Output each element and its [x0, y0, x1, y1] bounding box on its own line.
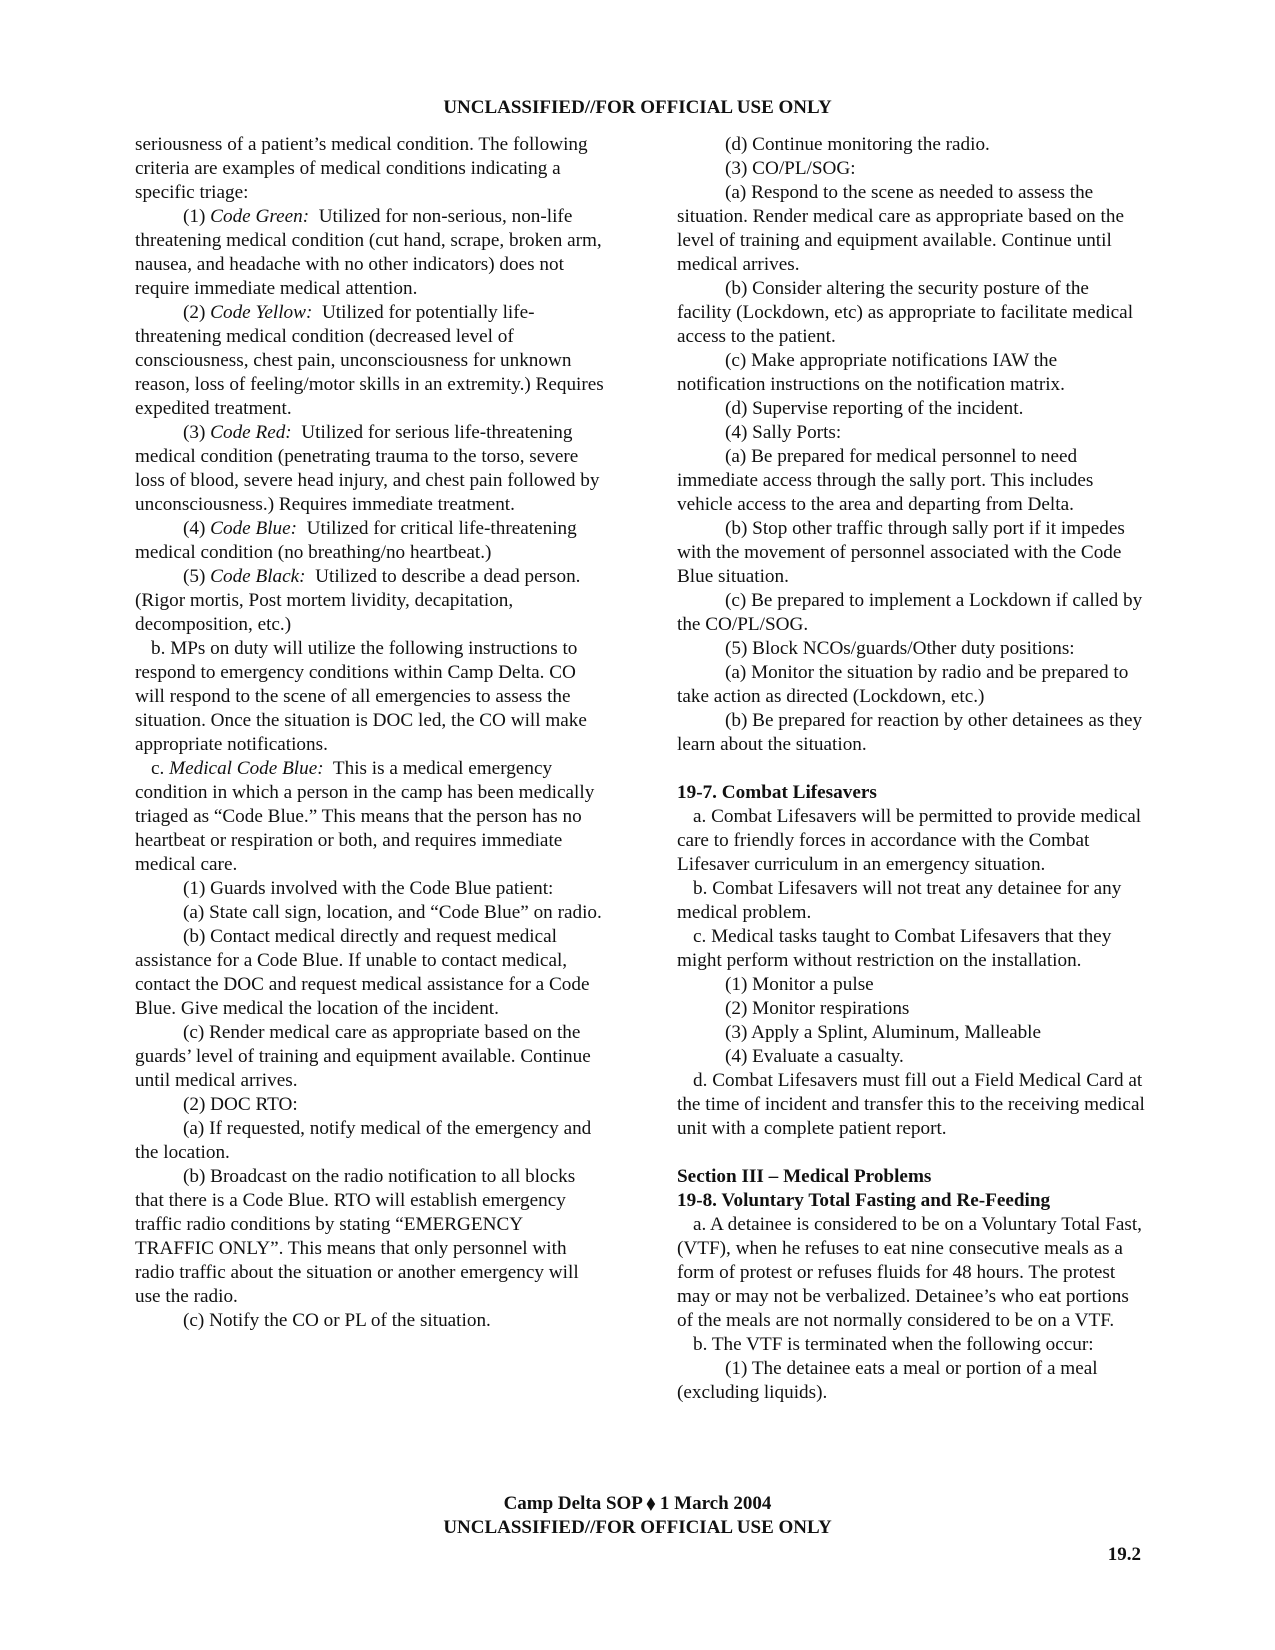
paragraph: (a) If requested, notify medical of the emergency and the location.	[135, 1118, 592, 1163]
section-heading-19-7: 19-7. Combat Lifesavers	[677, 782, 877, 803]
code-red-paragraph	[135, 421, 605, 517]
paragraph: (c) Notify the CO or PL of the situation.	[183, 1310, 491, 1331]
paragraph: (a) Respond to the scene as needed to assess the situation. Render medical care as appropriate based on the level of training and equipment available. Continue until medical arrives.	[677, 182, 1124, 275]
paragraph: c. Medical tasks taught to Combat Lifesavers that they might perform without restriction on the installation.	[677, 926, 1112, 971]
code-yellow-paragraph	[135, 301, 605, 421]
paragraph: seriousness of a patient’s medical condition. The following criteria are examples of medical conditions indicating a specific triage:	[135, 134, 588, 203]
paragraph: (1) Guards involved with the Code Blue patient:	[183, 878, 554, 899]
right-column	[677, 133, 1147, 1405]
paragraph: b. Combat Lifesavers will not treat any detainee for any medical problem.	[677, 878, 1122, 923]
paragraph-text: Utilized for serious life-threatening medical condition (penetrating trauma to the torso, severe loss of blood, severe head injury, and chest pain followed by unconsciousness.) Requires immediate treatment.	[135, 422, 600, 515]
paragraph: (c) Render medical care as appropriate based on the guards’ level of training and equipment available. Continue until medical arrives.	[135, 1022, 591, 1091]
item-number: c.	[151, 758, 170, 779]
list-item: (3) Apply a Splint, Aluminum, Malleable	[725, 1022, 1042, 1043]
paragraph: (2) DOC RTO:	[183, 1094, 298, 1115]
header-classification: UNCLASSIFIED//FOR OFFICIAL USE ONLY	[443, 97, 832, 118]
paragraph: d. Combat Lifesavers must fill out a Field Medical Card at the time of incident and transfer this to the receiving medical unit with a complete patient report.	[677, 1070, 1145, 1139]
item-number: (5)	[183, 566, 211, 587]
paragraph-text: This is a medical emergency condition in which a person in the camp has been medically triaged as “Code Blue.” This means that the person has no heartbeat or respiration or both, and requires immediate medical care.	[135, 758, 595, 875]
paragraph: a. A detainee is considered to be on a Voluntary Total Fast, (VTF), when he refuses to eat nine consecutive meals as a form of protest or refuses fluids for 48 hours. The protest may or may not be verbalized. Detainee’s who eat portions of the meals are not normally considered to be on a VTF.	[677, 1214, 1142, 1331]
paragraph-text: Utilized to describe a dead person. (Rigor mortis, Post mortem lividity, decapitation, decomposition, etc.)	[135, 566, 581, 635]
paragraph: a. Combat Lifesavers will be permitted to provide medical care to friendly forces in accordance with the Combat Lifesaver curriculum in an emergency situation.	[677, 806, 1142, 875]
left-column	[135, 133, 605, 1333]
list-item: (1) Monitor a pulse	[725, 974, 874, 995]
item-number: (2)	[183, 302, 211, 323]
list-item: (4) Evaluate a casualty.	[725, 1046, 904, 1067]
paragraph-text: Utilized for non-serious, non-life threatening medical condition (cut hand, scrape, broken arm, nausea, and headache with no other indicators) does not require immediate medical attention.	[135, 206, 602, 299]
page-number: 19.2	[1107, 1544, 1141, 1565]
list-item: (2) Monitor respirations	[725, 998, 910, 1019]
paragraph: (b) Consider altering the security posture of the facility (Lockdown, etc) as appropriate to facilitate medical access to the patient.	[677, 278, 1134, 347]
code-green-paragraph	[135, 205, 605, 301]
medical-code-blue-paragraph	[135, 757, 605, 877]
paragraph-text: Utilized for potentially life-threatening medical condition (decreased level of consciousness, chest pain, unconsciousness for unknown reason, loss of feeling/motor skills in an extremity.) Requires expedited treatment.	[135, 302, 604, 419]
code-black-label: Code Black:	[210, 566, 306, 587]
paragraph: (d) Continue monitoring the radio.	[725, 134, 990, 155]
paragraph: (d) Supervise reporting of the incident.	[725, 398, 1024, 419]
footer-title: Camp Delta SOP ⬧ 1 March 2004	[503, 1493, 772, 1514]
paragraph: (a) State call sign, location, and “Code Blue” on radio.	[183, 902, 602, 923]
paragraph: (5) Block NCOs/guards/Other duty positions:	[725, 638, 1075, 659]
paragraph: (4) Sally Ports:	[725, 422, 842, 443]
paragraph: (b) Stop other traffic through sally port if it impedes with the movement of personnel associated with the Code Blue situation.	[677, 518, 1125, 587]
code-red-label: Code Red:	[210, 422, 292, 443]
section-heading-19-8: 19-8. Voluntary Total Fasting and Re-Feeding	[677, 1190, 1051, 1211]
paragraph: (c) Be prepared to implement a Lockdown if called by the CO/PL/SOG.	[677, 590, 1143, 635]
code-blue-label: Code Blue:	[210, 518, 298, 539]
code-yellow-label: Code Yellow:	[210, 302, 313, 323]
code-blue-paragraph	[135, 517, 605, 565]
item-number: (1)	[183, 206, 211, 227]
paragraph: (b) Be prepared for reaction by other detainees as they learn about the situation.	[677, 710, 1143, 755]
code-black-paragraph	[135, 565, 605, 637]
paragraph: (b) Broadcast on the radio notification to all blocks that there is a Code Blue. RTO will establish emergency traffic radio conditions by stating “EMERGENCY TRAFFIC ONLY”. This means that only personnel with radio traffic about the situation or another emergency will use the radio.	[135, 1166, 579, 1307]
footer-classification: UNCLASSIFIED//FOR OFFICIAL USE ONLY	[443, 1517, 832, 1538]
medical-code-blue-label: Medical Code Blue:	[169, 758, 324, 779]
footer	[0, 1492, 1275, 1540]
item-number: (4)	[183, 518, 211, 539]
paragraph: (a) Monitor the situation by radio and be prepared to take action as directed (Lockdown, etc.)	[677, 662, 1129, 707]
paragraph: (a) Be prepared for medical personnel to need immediate access through the sally port. This includes vehicle access to the area and departing from Delta.	[677, 446, 1094, 515]
code-green-label: Code Green:	[210, 206, 310, 227]
paragraph: (3) CO/PL/SOG:	[725, 158, 856, 179]
paragraph: (c) Make appropriate notifications IAW the notification instructions on the notification matrix.	[677, 350, 1065, 395]
item-number: (3)	[183, 422, 211, 443]
paragraph: (b) Contact medical directly and request medical assistance for a Code Blue. If unable to contact medical, contact the DOC and request medical assistance for a Code Blue. Give medical the location of the incident.	[135, 926, 590, 1019]
paragraph: (1) The detainee eats a meal or portion of a meal (excluding liquids).	[677, 1358, 1098, 1403]
section-heading-iii: Section III – Medical Problems	[677, 1166, 932, 1187]
paragraph-text: Utilized for critical life-threatening medical condition (no breathing/no heartbeat.)	[135, 518, 577, 563]
paragraph: b. MPs on duty will utilize the following instructions to respond to emergency conditions within Camp Delta. CO will respond to the scene of all emergencies to assess the situation. Once the situation is DOC led, the CO will make appropriate notifications.	[135, 638, 587, 755]
paragraph: b. The VTF is terminated when the following occur:	[693, 1334, 1094, 1355]
